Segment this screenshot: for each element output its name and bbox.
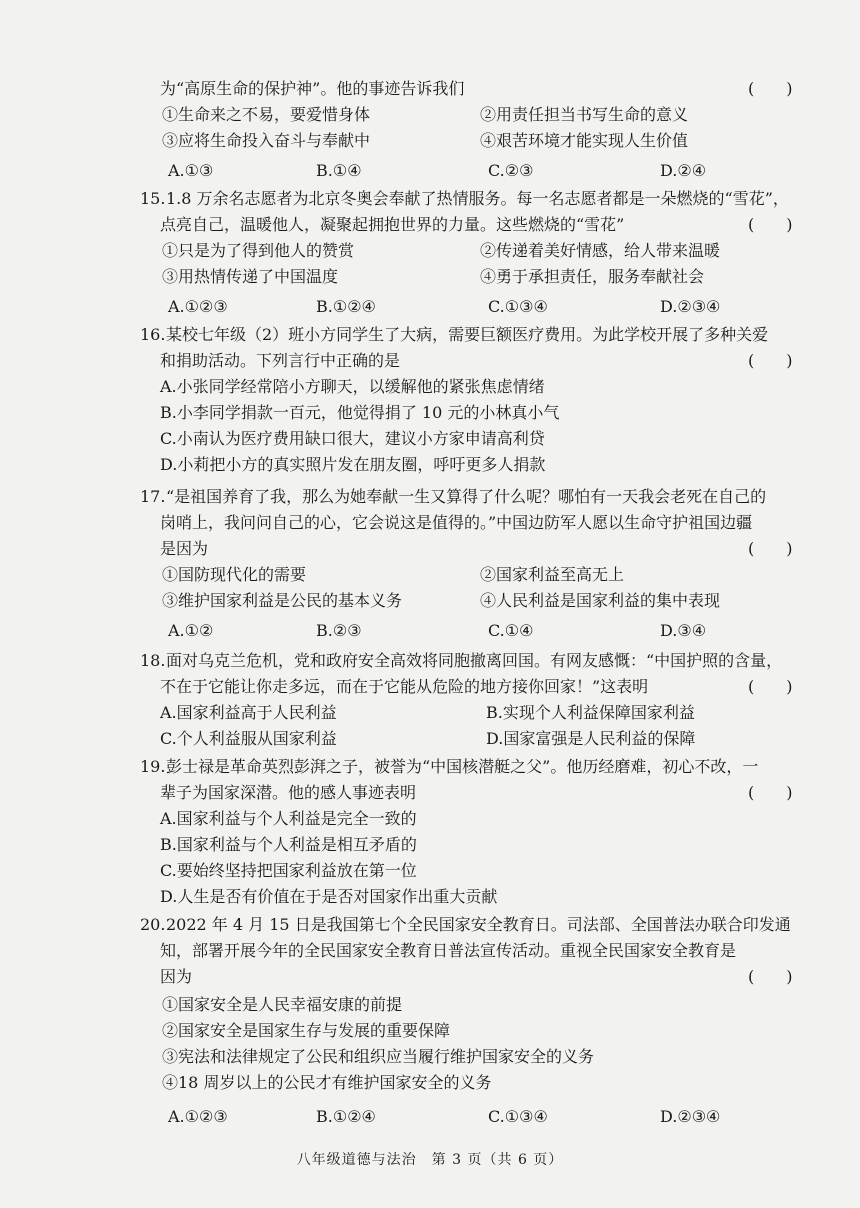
- q14-answer-blank[interactable]: ( ): [748, 79, 793, 98]
- q16-choice-a[interactable]: A.小张同学经常陪小方聊天，以缓解他的紧张焦虑情绪: [160, 377, 545, 396]
- q14-option-2: ②用责任担当书写生命的意义: [480, 105, 689, 124]
- q18-stem-text-1: 面对乌克兰危机，党和政府安全高效将同胞撤离回国。有网友感慨：“中国护照的含量，: [166, 651, 783, 670]
- q17-stem-text-1: “是祖国养育了我，那么为她奉献一生又算得了什么呢？哪怕有一天我会老死在自己的: [166, 487, 767, 506]
- q20-option-4: ④18 周岁以上的公民才有维护国家安全的义务: [162, 1073, 492, 1092]
- q17-option-4: ④人民利益是国家利益的集中表现: [480, 591, 721, 610]
- q15-answer-blank[interactable]: ( ): [748, 215, 793, 234]
- q16-choice-b[interactable]: B.小李同学捐款一百元，他觉得捐了 10 元的小林真小气: [160, 403, 560, 422]
- q15-choice-b[interactable]: B.①②④: [316, 297, 376, 316]
- q17-choice-d[interactable]: D.③④: [660, 621, 707, 640]
- q14-option-1: ①生命来之不易，要爱惜身体: [162, 105, 371, 124]
- q18-answer-blank[interactable]: ( ): [748, 677, 793, 696]
- q20-stem-text-1: 2022 年 4 月 15 日是我国第七个全民国家安全教育日。司法部、全国普法办联合印发通: [166, 915, 791, 934]
- q17-option-3: ③维护国家利益是公民的基本义务: [162, 591, 403, 610]
- q14-stem-text: 为“高原生命的保护神”。他的事迹告诉我们: [160, 79, 465, 98]
- q19-answer-blank[interactable]: ( ): [748, 783, 793, 802]
- q15-choice-a[interactable]: A.①②③: [168, 297, 228, 316]
- q20-answer-blank[interactable]: ( ): [748, 967, 793, 986]
- q14-option-3: ③应将生命投入奋斗与奉献中: [162, 131, 371, 150]
- q14-choice-b[interactable]: B.①④: [316, 161, 362, 180]
- q16-choice-d[interactable]: D.小莉把小方的真实照片发在朋友圈，呼吁更多人捐款: [160, 455, 546, 474]
- q17-option-1: ①国防现代化的需要: [162, 565, 307, 584]
- q19-stem-text-1: 彭士禄是革命英烈彭湃之子，被誉为“中国核潜艇之父”。他历经磨难，初心不改，一: [166, 757, 759, 776]
- q15-stem-text-1: 1.8 万余名志愿者为北京冬奥会奉献了热情服务。每一名志愿者都是一朵燃烧的“雪花”，: [166, 189, 789, 208]
- q20-option-2: ②国家安全是国家生存与发展的重要保障: [162, 1021, 451, 1040]
- q18-number: 18.: [140, 651, 166, 670]
- q18-choice-b[interactable]: B.实现个人利益保障国家利益: [486, 703, 695, 722]
- q17-stem-text-3: 是因为: [160, 539, 209, 558]
- q15-choice-d[interactable]: D.②③④: [660, 297, 721, 316]
- q17-stem-text-2: 岗哨上，我问问自己的心，它会说这是值得的。”中国边防军人愿以生命守护祖国边疆: [160, 513, 753, 532]
- q19-number: 19.: [140, 757, 166, 776]
- q20-stem-text-3: 因为: [160, 967, 193, 986]
- q19-choice-d[interactable]: D.人生是否有价值在于是否对国家作出重大贡献: [160, 887, 498, 906]
- q14-choice-d[interactable]: D.②④: [660, 161, 707, 180]
- q17-choice-b[interactable]: B.②③: [316, 621, 362, 640]
- q14-option-4: ④艰苦环境才能实现人生价值: [480, 131, 689, 150]
- q19-choice-b[interactable]: B.国家利益与个人利益是相互矛盾的: [160, 835, 417, 854]
- q18-stem-text-2: 不在于它能让你走多远，而在于它能从危险的地方接你回家！”这表明: [160, 677, 649, 696]
- q15-option-3: ③用热情传递了中国温度: [162, 267, 339, 286]
- q16-number: 16.: [140, 325, 166, 344]
- q16-answer-blank[interactable]: ( ): [748, 351, 793, 370]
- q19-stem-text-2: 辈子为国家深潜。他的感人事迹表明: [160, 783, 417, 802]
- q17-option-2: ②国家利益至高无上: [480, 565, 625, 584]
- q20-choice-b[interactable]: B.①②④: [316, 1107, 376, 1126]
- q19-choice-a[interactable]: A.国家利益与个人利益是完全一致的: [160, 809, 417, 828]
- q20-choice-d[interactable]: D.②③④: [660, 1107, 721, 1126]
- q20-stem-text-2: 知，部署开展今年的全民国家安全教育日普法宣传活动。重视全民国家安全教育是: [160, 941, 737, 960]
- q14-choice-a[interactable]: A.①③: [168, 161, 214, 180]
- q19-choice-c[interactable]: C.要始终坚持把国家利益放在第一位: [160, 861, 417, 880]
- q15-option-1: ①只是为了得到他人的赞赏: [162, 241, 355, 260]
- q18-choice-a[interactable]: A.国家利益高于人民利益: [160, 703, 337, 722]
- q15-number: 15.: [140, 189, 166, 208]
- q20-choice-a[interactable]: A.①②③: [168, 1107, 228, 1126]
- q18-choice-c[interactable]: C.个人利益服从国家利益: [160, 729, 337, 748]
- q18-choice-d[interactable]: D.国家富强是人民利益的保障: [486, 729, 696, 748]
- q16-stem-text-2: 和捐助活动。下列言行中正确的是: [160, 351, 401, 370]
- q16-stem-text-1: 某校七年级（2）班小方同学生了大病，需要巨额医疗费用。为此学校开展了多种关爱: [166, 325, 769, 344]
- q15-stem-text-2: 点亮自己，温暖他人，凝聚起拥抱世界的力量。这些燃烧的“雪花”: [160, 215, 625, 234]
- q20-option-3: ③宪法和法律规定了公民和组织应当履行维护国家安全的义务: [162, 1047, 595, 1066]
- q15-option-2: ②传递着美好情感，给人带来温暖: [480, 241, 721, 260]
- q17-number: 17.: [140, 487, 166, 506]
- q20-number: 20.: [140, 915, 166, 934]
- page-footer: 八年级道德与法治 第 3 页（共 6 页）: [296, 1152, 564, 1168]
- q17-choice-a[interactable]: A.①②: [168, 621, 214, 640]
- q14-choice-c[interactable]: C.②③: [488, 161, 534, 180]
- q20-choice-c[interactable]: C.①③④: [488, 1107, 548, 1126]
- q16-choice-c[interactable]: C.小南认为医疗费用缺口很大，建议小方家申请高利贷: [160, 429, 545, 448]
- q15-option-4: ④勇于承担责任，服务奉献社会: [480, 267, 705, 286]
- q17-answer-blank[interactable]: ( ): [748, 539, 793, 558]
- q17-choice-c[interactable]: C.①④: [488, 621, 534, 640]
- q20-option-1: ①国家安全是人民幸福安康的前提: [162, 995, 403, 1014]
- q15-choice-c[interactable]: C.①③④: [488, 297, 548, 316]
